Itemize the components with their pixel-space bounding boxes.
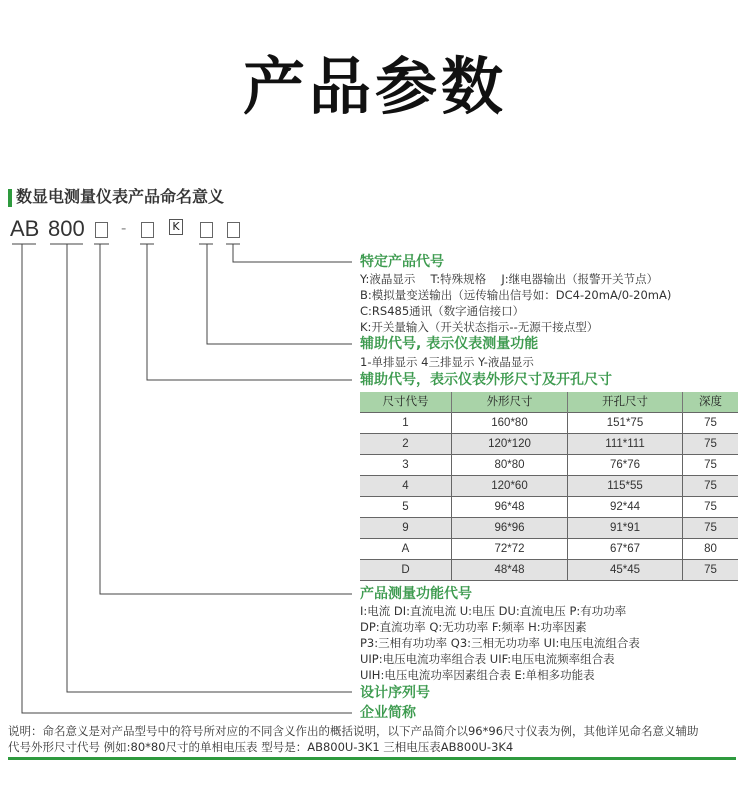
table-cell: 75 xyxy=(683,434,739,455)
table-cell: 3 xyxy=(360,455,452,476)
table-cell: 96*96 xyxy=(452,518,568,539)
measure-line: DP:直流功率 Q:无功功率 F:频率 H:功率因素 xyxy=(360,620,587,634)
col-header: 开孔尺寸 xyxy=(568,392,683,413)
aux-func-line: 1-单排显示 4三排显示 Y-液晶显示 xyxy=(360,355,534,369)
code-prefix: AB xyxy=(10,216,40,241)
table-row xyxy=(360,413,738,434)
table-cell: 48*48 xyxy=(452,560,568,581)
table-cell: 75 xyxy=(683,413,739,434)
table-cell: 72*72 xyxy=(452,539,568,560)
line-company xyxy=(12,244,352,713)
col-header: 深度 xyxy=(683,392,739,413)
table-cell: 92*44 xyxy=(568,497,683,518)
specific-line: C:RS485通讯（数字通信接口） xyxy=(360,304,525,318)
table-cell: 9 xyxy=(360,518,452,539)
specific-heading: 特定产品代号 xyxy=(360,254,444,270)
table-cell: 120*60 xyxy=(452,476,568,497)
table-row xyxy=(360,497,738,518)
table-cell: 75 xyxy=(683,476,739,497)
page-title: 产品参数 xyxy=(242,50,507,123)
table-cell: 75 xyxy=(683,518,739,539)
line-size xyxy=(140,244,352,380)
section-title: 数显电测量仪表产品命名意义 xyxy=(16,187,225,206)
table-cell: 115*55 xyxy=(568,476,683,497)
table-cell: 1 xyxy=(360,413,452,434)
col-header: 外形尺寸 xyxy=(452,392,568,413)
line-aux xyxy=(199,244,352,344)
table-cell: 120*120 xyxy=(452,434,568,455)
measure-line: UIH:电压电流功率因素组合表 E:单相多功能表 xyxy=(360,668,595,682)
measure-heading: 产品测量功能代号 xyxy=(360,586,472,602)
table-cell: 151*75 xyxy=(568,413,683,434)
serial-heading: 设计序列号 xyxy=(360,685,430,701)
size-table xyxy=(360,392,738,581)
table-cell: 80*80 xyxy=(452,455,568,476)
table-cell: 160*80 xyxy=(452,413,568,434)
note-line: 说明：命名意义是对产品型号中的符号所对应的不同含义作出的概括说明，以下产品简介以96*96尺寸仪表为例，其他详见命名意义辅助 xyxy=(8,724,699,738)
table-cell: D xyxy=(360,560,452,581)
table-cell: 96*48 xyxy=(452,497,568,518)
table-row xyxy=(360,434,738,455)
table-cell: 80 xyxy=(683,539,739,560)
table-cell: 75 xyxy=(683,560,739,581)
table-row xyxy=(360,476,738,497)
line-specific xyxy=(226,244,352,262)
table-cell: 2 xyxy=(360,434,452,455)
code-dash: - xyxy=(121,220,127,237)
aux-size-heading: 辅助代号，表示仪表外形尺寸及开孔尺寸 xyxy=(360,372,612,388)
table-cell: 75 xyxy=(683,455,739,476)
measure-line: I:电流 DI:直流电流 U:电压 DU:直流电压 P:有功功率 xyxy=(360,604,627,618)
table-cell: A xyxy=(360,539,452,560)
table-cell: 5 xyxy=(360,497,452,518)
company-heading: 企业简称 xyxy=(360,705,416,721)
bottom-rule xyxy=(8,757,736,760)
specific-line: B:模拟量变送输出（远传输出信号如：DC4-20mA/0-20mA) xyxy=(360,288,672,302)
table-cell: 91*91 xyxy=(568,518,683,539)
col-header: 尺寸代号 xyxy=(360,392,452,413)
table-cell: 111*111 xyxy=(568,434,683,455)
code-series: 800 xyxy=(48,216,85,241)
table-row xyxy=(360,539,738,560)
specific-line: Y:液晶显示 T:特殊规格 J:继电器输出（报警开关节点） xyxy=(360,272,659,286)
code-box-k: K xyxy=(169,219,183,235)
note-line: 代号外形尺寸代号 例如:80*80尺寸的单相电压表 型号是：AB800U-3K1 三相电压表AB800U-3K4 xyxy=(8,740,514,754)
table-row xyxy=(360,518,738,539)
table-cell: 75 xyxy=(683,497,739,518)
line-measure xyxy=(94,244,352,594)
specific-line: K:开关量输入（开关状态指示--无源干接点型） xyxy=(360,320,599,334)
table-row xyxy=(360,560,738,581)
table-row xyxy=(360,455,738,476)
measure-line: UIP:电压电流功率组合表 UIF:电压电流频率组合表 xyxy=(360,652,615,666)
measure-line: P3:三相有功功率 Q3:三相无功功率 UI:电压电流组合表 xyxy=(360,636,640,650)
aux-func-heading: 辅助代号, 表示仪表测量功能 xyxy=(360,336,539,352)
table-cell: 4 xyxy=(360,476,452,497)
table-cell: 45*45 xyxy=(568,560,683,581)
table-cell: 67*67 xyxy=(568,539,683,560)
table-cell: 76*76 xyxy=(568,455,683,476)
line-serial xyxy=(50,244,352,692)
